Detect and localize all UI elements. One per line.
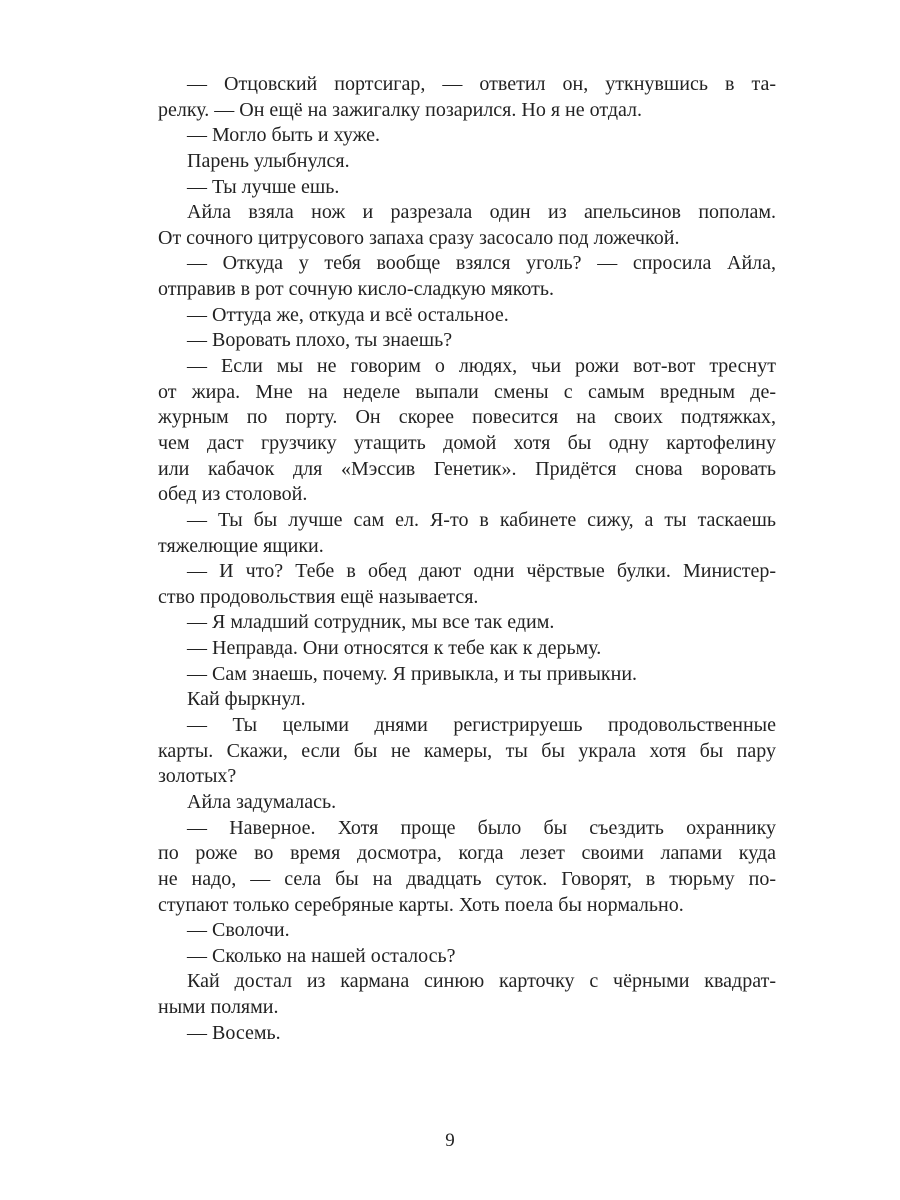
- text-line: — Ты лучше ешь.: [187, 175, 340, 198]
- text-line: Кай фыркнул.: [187, 688, 306, 711]
- text-line: журным по порту. Он скорее повесится на своих подтяжках,: [158, 406, 776, 429]
- text-line: — Сколько на нашей осталось?: [187, 944, 456, 967]
- text-line: — Неправда. Они относятся к тебе как к дерьму.: [187, 637, 602, 660]
- text-line: ными полями.: [158, 996, 279, 1019]
- text-line: не надо, — села бы на двадцать суток. Говорят, в тюрьму по-: [158, 867, 776, 890]
- text-line: — Ты бы лучше сам ел. Я-то в кабинете сижу, а ты таскаешь: [187, 508, 776, 531]
- text-line: — Отцовский портсигар, — ответил он, уткнувшись в та-: [187, 73, 776, 95]
- text-line: — Оттуда же, откуда и всё остальное.: [187, 303, 509, 326]
- text-line: — Откуда у тебя вообще взялся уголь? — спросила Айла,: [187, 252, 776, 275]
- text-line: — Сволочи.: [187, 919, 290, 942]
- text-line: — Если мы не говорим о людях, чьи рожи вот-вот треснут: [187, 355, 776, 378]
- text-line: отправив в рот сочную кисло-сладкую мякоть.: [158, 278, 555, 301]
- page-body-text: [158, 72, 776, 1046]
- text-line: обед из столовой.: [158, 483, 308, 506]
- text-line: — Восемь.: [187, 1021, 281, 1044]
- text-line: по роже во время досмотра, когда лезет своими лапами куда: [158, 842, 776, 865]
- text-line: — Наверное. Хотя проще было бы съездить охраннику: [187, 816, 776, 839]
- text-line: от жира. Мне на неделе выпали смены с самым вредным де-: [158, 380, 776, 403]
- text-line: тяжелющие ящики.: [158, 534, 324, 557]
- text-line: Кай достал из кармана синюю карточку с чёрными квадрат-: [187, 970, 776, 993]
- text-line: Айла задумалась.: [187, 790, 337, 813]
- text-line: Айла взяла нож и разрезала один из апельсинов пополам.: [187, 201, 776, 224]
- text-line: или кабачок для «Мэссив Генетик». Придётся снова воровать: [158, 457, 776, 480]
- text-line: — Воровать плохо, ты знаешь?: [187, 329, 453, 352]
- text-line: От сочного цитрусового запаха сразу засосало под ложечкой.: [158, 226, 680, 249]
- text-line: ство продовольствия ещё называется.: [158, 585, 479, 608]
- text-line: ступают только серебряные карты. Хоть поела бы нормально.: [158, 893, 684, 916]
- text-line: чем даст грузчику утащить домой хотя бы одну картофелину: [158, 431, 776, 454]
- text-line: золотых?: [158, 765, 237, 788]
- text-line: — И что? Тебе в обед дают одни чёрствые булки. Министер-: [187, 560, 776, 583]
- text-line: релку. — Он ещё на зажигалку позарился. Но я не отдал.: [158, 98, 643, 121]
- text-line: — Я младший сотрудник, мы все так едим.: [187, 611, 555, 634]
- text-line: — Могло быть и хуже.: [187, 124, 381, 147]
- page-number: 9: [445, 1130, 455, 1151]
- text-line: — Сам знаешь, почему. Я привыкла, и ты привыкни.: [187, 662, 638, 685]
- text-line: — Ты целыми днями регистрируешь продовольственные: [187, 714, 776, 737]
- text-line: Парень улыбнулся.: [187, 149, 350, 172]
- text-line: карты. Скажи, если бы не камеры, ты бы украла хотя бы пару: [158, 739, 776, 762]
